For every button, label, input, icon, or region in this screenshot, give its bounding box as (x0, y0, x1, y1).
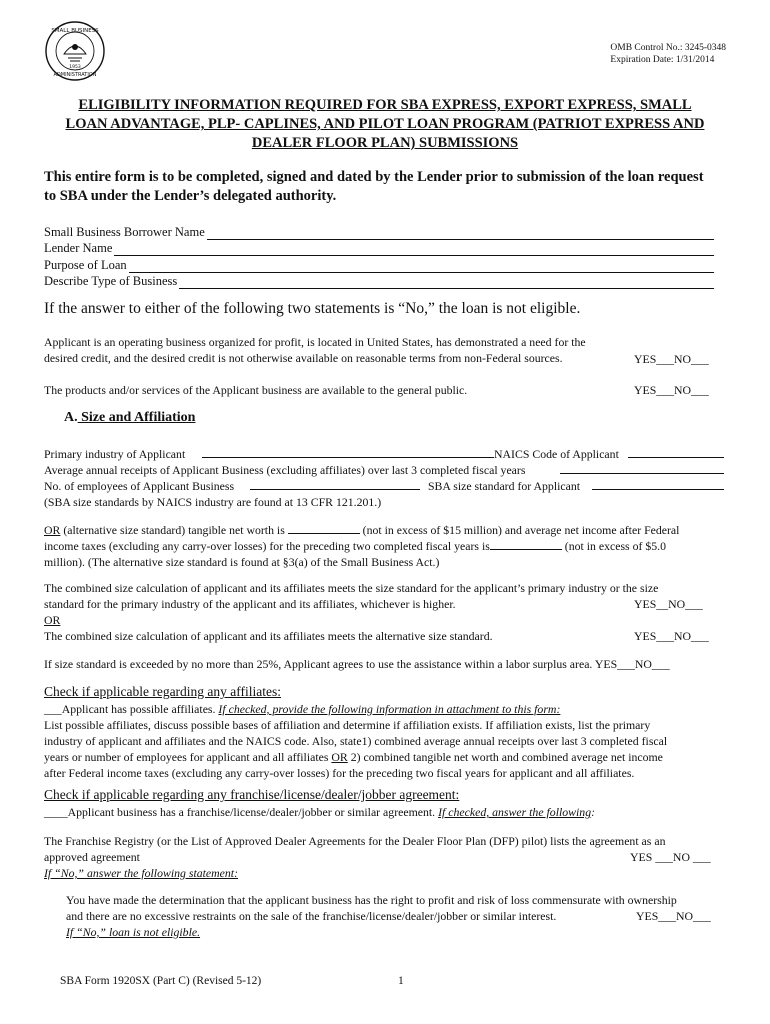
determination-yes-no[interactable]: YES___NO___ (636, 909, 711, 923)
sba-seal-logo (44, 20, 106, 82)
avg-receipts-label: Average annual receipts of Applicant Business (excluding affiliates) over last 3 completed fiscal years (44, 463, 526, 477)
page-number: 1 (398, 975, 404, 987)
affiliates-if-checked: If checked, provide the following information in attachment to this form: (218, 702, 561, 716)
combined-size-block (44, 580, 714, 646)
primary-industry-label: Primary industry of Applicant (44, 447, 186, 461)
section-a-title: Size and Affiliation (77, 410, 196, 425)
combined-line-2: standard for the primary industry of the applicant and its affiliates, whichever is higher. (44, 597, 456, 611)
business-type-field[interactable] (44, 273, 714, 289)
tangible-net-worth-line[interactable] (288, 522, 360, 534)
registry-if-no: If “No,” answer the following statement: (44, 866, 238, 880)
size-standards-note: (SBA size standards by NAICS industry are found at 13 CFR 121.201.) (44, 495, 382, 509)
employees-label: No. of employees of Applicant Business (44, 479, 235, 493)
business-type-line[interactable] (179, 276, 714, 289)
q1-line-2: desired credit, and the desired credit is not otherwise available on reasonable terms from non-Federal sources. (44, 351, 563, 365)
loan-purpose-label: Purpose of Loan (44, 258, 127, 272)
business-type-label: Describe Type of Business (44, 274, 178, 288)
omb-control-number: OMB Control No.: 3245-0348 (610, 43, 726, 53)
svg-text:SMALL BUSINESS: SMALL BUSINESS (51, 28, 99, 34)
affiliates-line-4: after Federal income taxes (excluding any carry-over losses) for the preceding two fiscal years for applicant and all affiliates. (44, 766, 635, 780)
q2-public-availability (44, 382, 714, 398)
affiliates-or: OR (331, 750, 348, 764)
franchise-colon: : (591, 805, 596, 819)
expiration-date: Expiration Date: 1/31/2014 (610, 55, 715, 65)
loan-not-eligible-note: If “No,” loan is not eligible. (66, 925, 201, 939)
franchise-if-checked: If checked, answer the following (438, 805, 592, 819)
registry-yes-no[interactable]: YES ___NO ___ (630, 850, 711, 864)
q2-yes-no[interactable]: YES___NO___ (634, 383, 709, 397)
loan-purpose-field[interactable] (44, 257, 714, 273)
section-a-heading (64, 410, 195, 426)
determination-line-2: and there are no excessive restraints on the sale of the franchise/license/dealer/jobber or similar interest. (66, 909, 557, 923)
section-a-prefix: A. (64, 410, 78, 425)
svg-text:1953: 1953 (69, 65, 81, 70)
alt-or: OR (44, 523, 61, 537)
franchise-checkbox-row (44, 804, 714, 820)
form-footer-id: SBA Form 1920SX (Part C) (Revised 5-12) (60, 975, 262, 987)
alt-text-2: (not in excess of $15 million) and average net income after Federal (359, 523, 680, 537)
registry-line-2: approved agreement (44, 850, 140, 864)
borrower-name-line[interactable] (207, 227, 714, 240)
alt-text-5: million). (The alternative size standard is found at §3(a) of the Small Business Act.) (44, 555, 440, 569)
employees-line[interactable] (250, 478, 420, 490)
size-info-block (44, 446, 714, 510)
affiliates-line-1: List possible affiliates, discuss possible bases of affiliation and determine if affiliation exists. If affiliation exists, list the primary (44, 718, 651, 732)
franchise-heading: Check if applicable regarding any franchise/license/dealer/jobber agreement: (44, 787, 460, 802)
size-standard-label: SBA size standard for Applicant (428, 479, 581, 493)
title-line-2: LOAN ADVANTAGE, PLP- CAPLINES, AND PILOT LOAN PROGRAM (PATRIOT EXPRESS AND (65, 116, 705, 132)
primary-industry-line[interactable] (202, 446, 494, 458)
determination-block (66, 892, 716, 940)
combined-yes-no-1[interactable]: YES__NO___ (634, 597, 703, 611)
q1-line-1: Applicant is an operating business organized for profit, is located in United States, has demonstrated a need for the (44, 335, 586, 349)
q1-operating-business (44, 334, 714, 368)
intro-instructions: This entire form is to be completed, signed and dated by the Lender prior to submission of the loan request to SBA under the Lender’s delegated authority. (44, 169, 704, 204)
combined-or: OR (44, 613, 61, 627)
employees-row (44, 478, 714, 494)
combined-line-3: The combined size calculation of applicant and its affiliates meets the alternative size standard. (44, 629, 493, 643)
q2-text: The products and/or services of the Applicant business are available to the general public. (44, 383, 468, 397)
borrower-name-field[interactable] (44, 224, 714, 240)
title-line-3: DEALER FLOOR PLAN) SUBMISSIONS (251, 135, 519, 151)
affiliates-heading: Check if applicable regarding any affiliates: (44, 684, 282, 699)
q1-yes-no[interactable]: YES___NO___ (634, 352, 709, 366)
determination-line-1: You have made the determination that the applicant business has the right to profit and risk of loss commensurate with ownership (66, 893, 677, 907)
title-line-1: ELIGIBILITY INFORMATION REQUIRED FOR SBA EXPRESS, EXPORT EXPRESS, SMALL (78, 97, 692, 113)
combined-line-1: The combined size calculation of applicant and its affiliates meets the size standard for the applicant’s primary industry or the size (44, 581, 659, 595)
labor-surplus-statement: If size standard is exceeded by no more than 25%, Applicant agrees to use the assistance within a labor surplus area. YES___NO___ (44, 657, 670, 671)
affiliates-line-3a: years or number of employees for applicant and all affiliates (44, 750, 332, 764)
primary-industry-row (44, 446, 714, 462)
registry-line-1: The Franchise Registry (or the List of Approved Dealer Agreements for the Dealer Floor Plan (DFP) pilot) lists the agreement as an (44, 834, 666, 848)
lender-name-line[interactable] (114, 243, 714, 256)
combined-yes-no-2[interactable]: YES___NO___ (634, 629, 709, 643)
naics-code-line[interactable] (628, 446, 724, 458)
lender-name-field[interactable] (44, 240, 714, 256)
lender-name-label: Lender Name (44, 241, 113, 255)
avg-receipts-line[interactable] (560, 462, 724, 474)
eligibility-lead-statement: If the answer to either of the following two statements is “No,” the loan is not eligible. (44, 300, 581, 317)
avg-net-income-line[interactable] (490, 538, 562, 550)
size-standard-line[interactable] (592, 478, 724, 490)
affiliates-has-text: Applicant has possible affiliates. (61, 702, 219, 716)
franchise-text: Applicant business has a franchise/license/dealer/jobber or similar agreement. (67, 805, 439, 819)
size-note-row (44, 494, 714, 510)
alternative-size-block (44, 522, 714, 570)
loan-purpose-line[interactable] (129, 260, 714, 273)
franchise-checkbox[interactable]: ____ (44, 805, 68, 819)
affiliates-line-3b: 2) combined tangible net worth and combined average net income (347, 750, 663, 764)
affiliates-block (44, 701, 714, 780)
form-title (40, 96, 730, 153)
naics-code-label: NAICS Code of Applicant (494, 447, 619, 461)
franchise-registry-block (44, 833, 714, 881)
alt-text-3: income taxes (excluding any carry-over losses) for the preceding two completed fiscal years is (44, 539, 490, 553)
affiliates-line-2: industry of applicant and affiliates and the NAICS code. Also, state1) combined average annual receipts over last 3 completed fiscal (44, 734, 668, 748)
affiliates-checkbox[interactable]: ___ (44, 702, 62, 716)
borrower-name-label: Small Business Borrower Name (44, 225, 205, 239)
alt-text-4: (not in excess of $5.0 (561, 539, 667, 553)
omb-block (610, 42, 726, 66)
alt-text-1: (alternative size standard) tangible net worth is (60, 523, 288, 537)
svg-text:ADMINISTRATION: ADMINISTRATION (53, 72, 97, 78)
avg-receipts-row (44, 462, 714, 478)
